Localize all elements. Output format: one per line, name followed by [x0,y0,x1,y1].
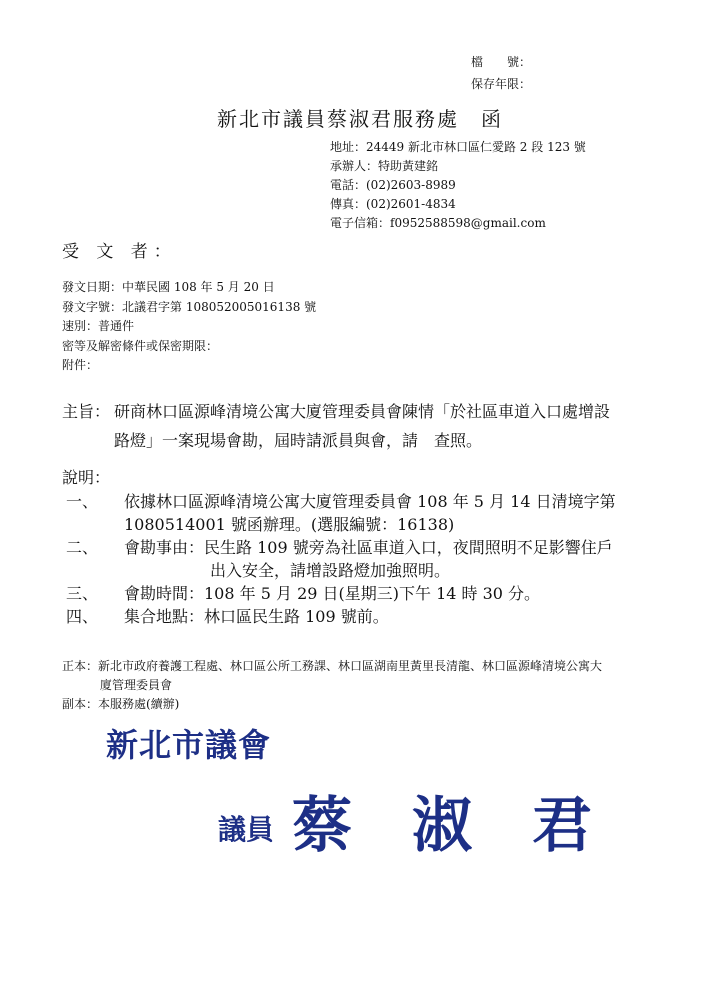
retention-period-label: 保存年限： [471,77,532,91]
speed-class: 速別：普通件 [62,319,135,333]
phone-line: 電話：(02)2603-8989 [330,178,456,192]
item-text: 依據林口區源峰清境公寓大廈管理委員會 108 年 5 月 14 日清境字第 [124,492,616,511]
issue-date: 發文日期：中華民國 108 年 5 月 20 日 [62,280,275,294]
fax-line: 傳真：(02)2601-4834 [330,197,456,211]
item-text: 集合地點：林口區民生路 109 號前。 [124,607,389,626]
subject-line-1: 研商林口區源峰清境公寓大廈管理委員會陳情「於社區車道入口處增設 [114,402,611,421]
item-number: 四、 [66,607,99,626]
distribution-block [62,657,602,714]
item-text: 會勘時間：108 年 5 月 29 日(星期三)下午 14 時 30 分。 [124,584,541,603]
subject-line-2: 路燈」一案現場會勘，屆時請派員與會，請 查照。 [114,431,483,450]
meta-block [62,278,316,376]
explanation-label: 說明： [62,468,111,487]
main-recipients: 正本：新北市政府養護工程處、林口區公所工務課、林口區湖南里黃里長清龍、林口區源峰清境公寓大 [62,659,603,673]
file-number-label: 檔 號： [471,55,532,69]
subject-block [62,397,610,455]
councilor-name-seal: 蔡 淑 君 [292,791,592,861]
document-title: 新北市議員蔡淑君服務處 函 [217,107,503,131]
item-number: 一、 [66,492,99,511]
item-text: 會勘事由：民生路 109 號旁為社區車道入口，夜間照明不足影響住戶 [124,538,613,557]
councilor-title-seal: 議員 [218,813,275,846]
attachment-label: 附件： [62,358,99,372]
email-line: 電子信箱：f0952588598@gmail.com [330,216,546,230]
item-text-cont: 出入安全，請增設路燈加強照明。 [210,561,451,580]
contact-block [330,138,586,233]
item-number: 三、 [66,584,99,603]
reference-number: 發文字號：北議君字第 108052005016138 號 [62,299,317,314]
copy-recipients: 副本：本服務處(續辦) [62,697,180,711]
address-line: 地址：24449 新北市林口區仁愛路 2 段 123 號 [330,140,586,154]
subject-label: 主旨： [62,402,111,421]
recipient-label: 受 文 者： [62,242,177,262]
main-recipients-cont: 廈管理委員會 [100,678,173,692]
item-text-cont: 1080514001 號函辦理。(選服編號：16138) [124,515,455,534]
secrecy-level: 密等及解密條件或保密期限： [62,338,219,353]
handler-line: 承辦人：特助黃建銘 [330,159,439,173]
council-seal: 新北市議會 [106,726,272,764]
item-number: 二、 [66,538,99,557]
